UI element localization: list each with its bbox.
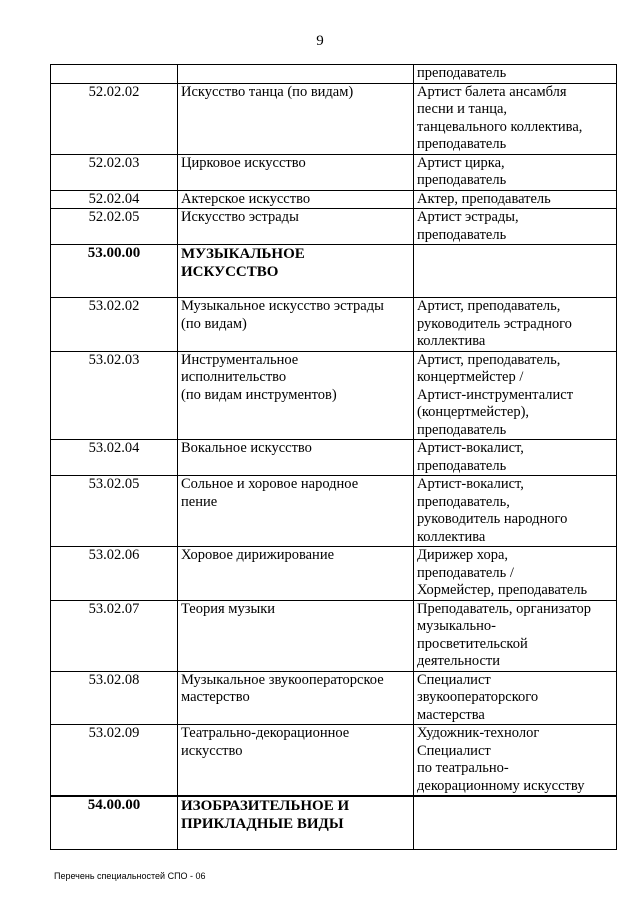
table-row: [51, 351, 617, 440]
specialty-name-cell: [178, 65, 414, 84]
specialty-code-cell: 52.02.04: [51, 190, 178, 209]
qualification-cell: Артист-вокалист, преподаватель: [414, 440, 617, 476]
qualification-cell: Артист эстрады, преподаватель: [414, 209, 617, 245]
qualification-cell: Преподаватель, организатор музыкально- просветительской деятельности: [414, 600, 617, 671]
specialty-name-cell: Теория музыки: [178, 600, 414, 671]
specialty-name-cell: Искусство эстрады: [178, 209, 414, 245]
table-group-row: [51, 796, 617, 850]
qualification-cell: Актер, преподаватель: [414, 190, 617, 209]
table-row: [51, 298, 617, 352]
specialty-code-cell: 53.02.07: [51, 600, 178, 671]
qualification-cell: Артист балета ансамбля песни и танца, танцевального коллектива, преподаватель: [414, 83, 617, 154]
table-row: [51, 154, 617, 190]
specialty-name-cell: Театрально-декорационное искусство: [178, 725, 414, 797]
table-group-row: [51, 245, 617, 298]
document-footer: Перечень специальностей СПО - 06: [54, 871, 206, 881]
specialty-name-cell: Сольное и хоровое народное пение: [178, 476, 414, 547]
specialty-name-cell: МУЗЫКАЛЬНОЕ ИСКУССТВО: [178, 245, 414, 298]
table-row: [51, 440, 617, 476]
specialty-code-cell: 53.02.04: [51, 440, 178, 476]
specialty-name-cell: Инструментальное исполнительство (по видам инструментов): [178, 351, 414, 440]
table-row: [51, 83, 617, 154]
table-row: [51, 547, 617, 601]
specialty-code-cell: 53.02.06: [51, 547, 178, 601]
table-row: [51, 65, 617, 84]
specialty-name-cell: Музыкальное звукооператорское мастерство: [178, 671, 414, 725]
qualification-cell: Специалист звукооператорского мастерства: [414, 671, 617, 725]
specialty-code-cell: 53.02.08: [51, 671, 178, 725]
table-row: [51, 671, 617, 725]
specialty-code-cell: 52.02.05: [51, 209, 178, 245]
specialty-code-cell: 53.02.03: [51, 351, 178, 440]
qualification-cell: Артист цирка, преподаватель: [414, 154, 617, 190]
qualification-cell: Артист, преподаватель, руководитель эстрадного коллектива: [414, 298, 617, 352]
specialty-code-cell: 52.02.03: [51, 154, 178, 190]
table-row: [51, 600, 617, 671]
qualification-cell: Художник-технолог Специалист по театрально- декорационному искусству: [414, 725, 617, 797]
specialty-name-cell: Музыкальное искусство эстрады (по видам): [178, 298, 414, 352]
specialty-code-cell: 52.02.02: [51, 83, 178, 154]
qualification-cell: Артист, преподаватель, концертмейстер / Артист-инструменталист (концертмейстер), преподаватель: [414, 351, 617, 440]
qualification-cell: преподаватель: [414, 65, 617, 84]
specialty-name-cell: Искусство танца (по видам): [178, 83, 414, 154]
table-row: [51, 725, 617, 797]
specialty-name-cell: ИЗОБРАЗИТЕЛЬНОЕ И ПРИКЛАДНЫЕ ВИДЫ: [178, 796, 414, 850]
specialty-name-cell: Вокальное искусство: [178, 440, 414, 476]
specialty-name-cell: Актерское искусство: [178, 190, 414, 209]
specialty-name-cell: Хоровое дирижирование: [178, 547, 414, 601]
qualification-cell: [414, 796, 617, 850]
specialties-table-body: [51, 65, 617, 850]
specialty-code-cell: 53.02.02: [51, 298, 178, 352]
qualification-cell: Дирижер хора, преподаватель / Хормейстер, преподаватель: [414, 547, 617, 601]
specialties-table: [50, 64, 617, 850]
specialty-code-cell: [51, 65, 178, 84]
table-row: [51, 209, 617, 245]
qualification-cell: [414, 245, 617, 298]
table-row: [51, 476, 617, 547]
specialty-name-cell: Цирковое искусство: [178, 154, 414, 190]
specialty-code-cell: 54.00.00: [51, 796, 178, 850]
qualification-cell: Артист-вокалист, преподаватель, руководитель народного коллектива: [414, 476, 617, 547]
table-row: [51, 190, 617, 209]
specialty-code-cell: 53.02.05: [51, 476, 178, 547]
page-number: 9: [316, 33, 324, 49]
specialty-code-cell: 53.02.09: [51, 725, 178, 797]
specialty-code-cell: 53.00.00: [51, 245, 178, 298]
